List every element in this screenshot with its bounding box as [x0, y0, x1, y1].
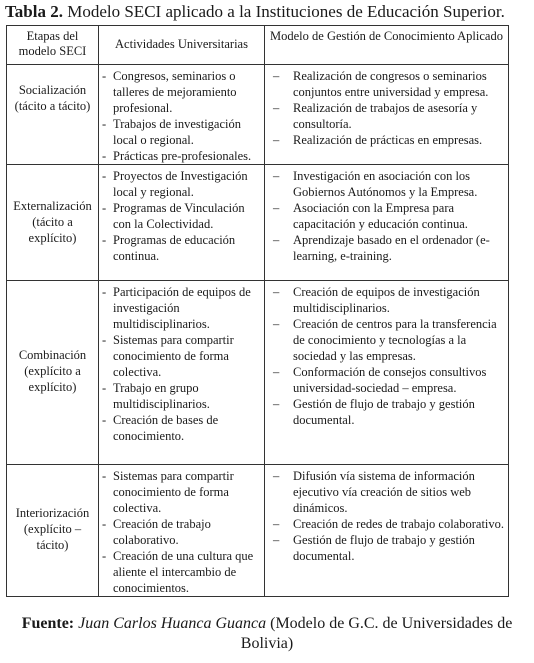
bullet-dash: –: [273, 101, 280, 115]
stage-label: Externalización (tácito a explícito): [13, 199, 92, 245]
model-list: [267, 68, 506, 148]
model-item: [267, 364, 506, 396]
model-item: [267, 200, 506, 232]
activity-item: [101, 232, 262, 264]
model-list: [267, 168, 506, 264]
table-title-label: Tabla 2.: [5, 2, 63, 21]
item-text: Difusión vía sistema de información ejecutivo vía creación de sitios web dinámicos.: [293, 469, 475, 515]
item-text: Participación de equipos de investigación multidisciplinarios.: [113, 285, 251, 331]
activities-cell: [99, 65, 265, 165]
table-title-text: Modelo SECI aplicado a la Instituciones de Educación Superior.: [67, 2, 505, 21]
activities-list: [101, 68, 262, 164]
stage-cell: [7, 165, 99, 281]
header-activities-cell: [99, 26, 265, 65]
model-item: [267, 132, 506, 148]
model-item: [267, 232, 506, 264]
activities-cell: [99, 465, 265, 597]
item-text: Trabajo en grupo multidisciplinarios.: [113, 381, 210, 411]
item-text: Creación de centros para la transferencia de conocimiento y tecnologías a la sociedad y las empresas.: [293, 317, 497, 363]
activity-item: [101, 468, 262, 516]
item-text: Prácticas pre-profesionales.: [113, 149, 252, 163]
bullet-dash: -: [102, 381, 107, 395]
item-text: Trabajos de investigación local o regional.: [113, 117, 241, 147]
activity-item: [101, 68, 262, 116]
seci-table: [6, 25, 509, 597]
header-model: Modelo de Gestión de Conocimiento Aplicado: [270, 29, 503, 43]
model-item: [267, 168, 506, 200]
model-item: [267, 396, 506, 428]
item-text: Realización de trabajos de asesoría y consultoría.: [293, 101, 478, 131]
stage-cell: [7, 465, 99, 597]
bullet-dash: –: [273, 397, 280, 411]
bullet-dash: -: [102, 413, 107, 427]
bullet-dash: -: [102, 469, 107, 483]
header-stages: Etapas del modelo SECI: [18, 29, 87, 58]
bullet-dash: -: [102, 233, 107, 247]
table-row-externalizacion: [7, 165, 509, 281]
bullet-dash: –: [273, 365, 280, 379]
model-cell: [265, 65, 509, 165]
bullet-dash: -: [102, 169, 107, 183]
stage-cell: [7, 65, 99, 165]
item-text: Creación de una cultura que aliente el intercambio de conocimientos.: [113, 549, 254, 595]
item-text: Congresos, seminarios o talleres de mejoramiento profesional.: [113, 69, 237, 115]
bullet-dash: –: [273, 317, 280, 331]
activities-list: [101, 468, 262, 596]
bullet-dash: -: [102, 517, 107, 531]
item-text: Investigación en asociación con los Gobiernos Autónomos y la Empresa.: [293, 169, 478, 199]
stage-label: Socialización (tácito a tácito): [14, 83, 91, 113]
bullet-dash: -: [102, 149, 107, 163]
bullet-dash: –: [273, 533, 280, 547]
activity-item: [101, 116, 262, 148]
activity-item: [101, 148, 262, 164]
bullet-dash: -: [102, 333, 107, 347]
header-stages-cell: [7, 26, 99, 65]
bullet-dash: -: [102, 201, 107, 215]
item-text: Creación de equipos de investigación multidisciplinarios.: [293, 285, 480, 315]
activities-list: [101, 168, 262, 264]
model-item: [267, 468, 506, 516]
activity-item: [101, 168, 262, 200]
header-model-cell: [265, 26, 509, 65]
item-text: Realización de prácticas en empresas.: [293, 133, 483, 147]
activity-item: [101, 380, 262, 412]
activity-item: [101, 200, 262, 232]
model-cell: [265, 165, 509, 281]
header-row: [7, 26, 509, 65]
header-activities: Actividades Universitarias: [115, 37, 248, 51]
model-item: [267, 316, 506, 364]
source-label: Fuente:: [21, 615, 75, 632]
table-source: [0, 614, 534, 654]
model-cell: [265, 465, 509, 597]
item-text: Aprendizaje basado en el ordenador (e-learning, e-training.: [293, 233, 490, 263]
stage-cell: [7, 281, 99, 465]
model-item: [267, 516, 506, 532]
bullet-dash: –: [273, 69, 280, 83]
bullet-dash: –: [273, 469, 280, 483]
bullet-dash: -: [102, 117, 107, 131]
source-text: (Modelo de G.C. de Universidades de Bolivia): [240, 615, 513, 652]
activities-cell: [99, 281, 265, 465]
activity-item: [101, 332, 262, 380]
item-text: Realización de congresos o seminarios conjuntos entre universidad y empresa.: [293, 69, 489, 99]
item-text: Programas de Vinculación con la Colectividad.: [113, 201, 245, 231]
bullet-dash: –: [273, 169, 280, 183]
item-text: Asociación con la Empresa para capacitación y educación continua.: [293, 201, 468, 231]
item-text: Creación de bases de conocimiento.: [113, 413, 219, 443]
activity-item: [101, 284, 262, 332]
bullet-dash: –: [273, 233, 280, 247]
item-text: Gestión de flujo de trabajo y gestión documental.: [293, 533, 475, 563]
model-item: [267, 100, 506, 132]
bullet-dash: –: [273, 201, 280, 215]
model-item: [267, 284, 506, 316]
activity-item: [101, 516, 262, 548]
table-row-combinacion: [7, 281, 509, 465]
source-author: Juan Carlos Huanca Guanca: [78, 615, 267, 632]
item-text: Creación de redes de trabajo colaborativo.: [293, 517, 505, 531]
bullet-dash: -: [102, 69, 107, 83]
bullet-dash: –: [273, 133, 280, 147]
item-text: Sistemas para compartir conocimiento de forma colectiva.: [113, 469, 234, 515]
activity-item: [101, 548, 262, 596]
bullet-dash: –: [273, 517, 280, 531]
item-text: Proyectos de Investigación local y regional.: [113, 169, 248, 199]
item-text: Creación de trabajo colaborativo.: [113, 517, 211, 547]
bullet-dash: –: [273, 285, 280, 299]
item-text: Gestión de flujo de trabajo y gestión documental.: [293, 397, 475, 427]
activities-list: [101, 284, 262, 444]
model-list: [267, 468, 506, 564]
bullet-dash: -: [102, 549, 107, 563]
table-title: [5, 2, 505, 22]
stage-label: Combinación (explícito a explícito): [18, 348, 87, 394]
item-text: Programas de educación continua.: [113, 233, 236, 263]
bullet-dash: -: [102, 285, 107, 299]
model-list: [267, 284, 506, 428]
activity-item: [101, 412, 262, 444]
item-text: Conformación de consejos consultivos universidad-sociedad – empresa.: [293, 365, 487, 395]
model-cell: [265, 281, 509, 465]
model-item: [267, 68, 506, 100]
item-text: Sistemas para compartir conocimiento de forma colectiva.: [113, 333, 234, 379]
table-row-interiorizacion: [7, 465, 509, 597]
stage-label: Interiorización (explícito – tácito): [15, 506, 90, 552]
model-item: [267, 532, 506, 564]
table-row-socializacion: [7, 65, 509, 165]
activities-cell: [99, 165, 265, 281]
